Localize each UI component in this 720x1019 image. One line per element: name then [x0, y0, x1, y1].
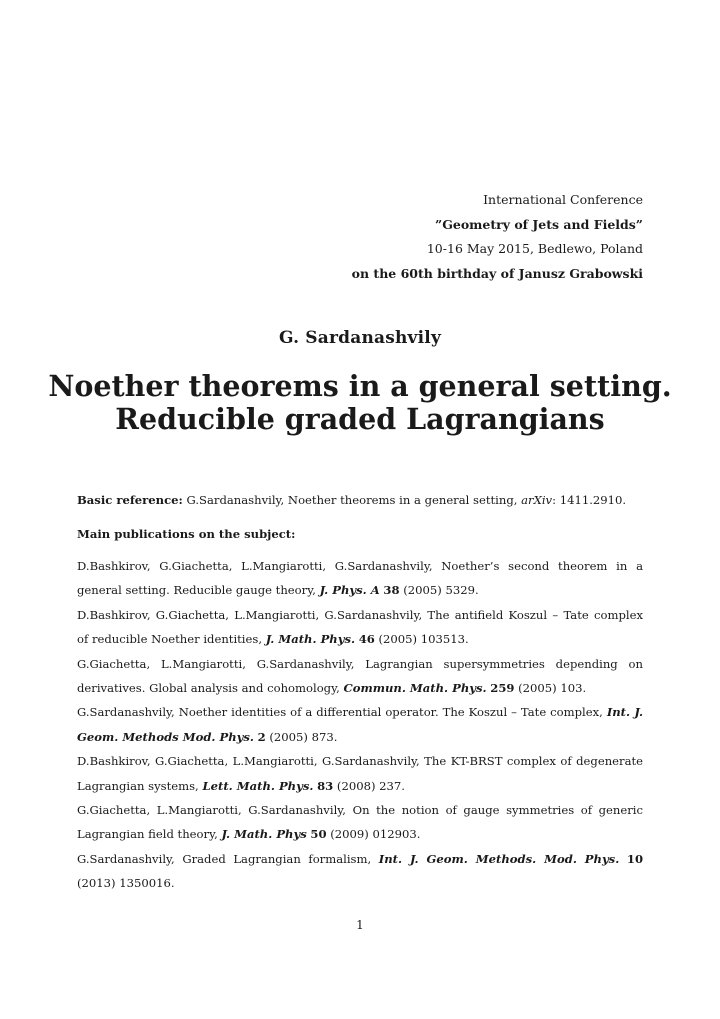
conference-name: International Conference — [483, 192, 643, 207]
journal-volume: 10 — [626, 851, 644, 866]
conference-occasion: on the 60th birthday of Janusz Grabowski — [351, 265, 643, 281]
basic-reference-label: Basic reference: — [77, 493, 183, 507]
publication-item: G.Giachetta, L.Mangiarotti, G.Sardanashvily, On the notion of gauge symmetries of generic Lagrangian field theory, J. Math. Phys 50 (2009) 012903. — [77, 803, 643, 842]
journal-name: Int. J. Geom. Methods. Mod. Phys. — [378, 851, 620, 866]
publication-item: G.Sardanashvily, Graded Lagrangian formalism, Int. J. Geom. Methods. Mod. Phys. 10 (2013) 1350016. — [77, 851, 644, 891]
title-line-2: Reducible graded Lagrangians — [115, 402, 605, 436]
publication-item: D.Bashkirov, G.Giachetta, L.Mangiarotti, G.Sardanashvily, The antifield Koszul – Tate complex of reducible Noether identities, J. Math. Phys. 46 (2005) 103513. — [77, 607, 643, 647]
publications-list — [77, 554, 643, 896]
title-line-1: Noether theorems in a general setting. — [48, 369, 672, 403]
journal-volume: 50 — [310, 827, 327, 842]
basic-reference — [77, 490, 643, 510]
journal-volume: 46 — [358, 632, 375, 647]
journal-name: Commun. Math. Phys. — [343, 681, 487, 696]
journal-name: J. Phys. A — [319, 583, 380, 598]
page-number: 1 — [356, 918, 364, 932]
publication-item: D.Bashkirov, G.Giachetta, L.Mangiarotti, G.Sardanashvily, The KT-BRST complex of degenerate Lagrangian systems, Lett. Math. Phys. 83 (2008) 237. — [77, 754, 643, 793]
conference-info — [352, 188, 643, 286]
basic-reference-id: : 1411.2910. — [552, 493, 627, 507]
journal-name: Int. J. Geom. Methods Mod. Phys. — [77, 705, 643, 744]
journal-volume: 2 — [257, 729, 266, 744]
journal-name: J. Math. Phys — [221, 827, 307, 842]
journal-volume: 83 — [317, 778, 334, 793]
journal-volume: 38 — [383, 583, 400, 598]
publications-heading: Main publications on the subject: — [77, 527, 296, 541]
journal-volume: 259 — [490, 681, 515, 696]
basic-reference-journal: arXiv — [521, 493, 553, 507]
conference-date-location: 10-16 May 2015, Bedlewo, Poland — [426, 241, 643, 256]
publication-item: G.Sardanashvily, Noether identities of a differential operator. The Koszul – Tate complex, Int. J. Geom. Methods Mod. Phys. 2 (2005) 873. — [77, 705, 643, 744]
journal-name: J. Math. Phys. — [265, 632, 356, 647]
author: G. Sardanashvily — [278, 328, 442, 348]
paper-body — [77, 490, 643, 896]
journal-name: Lett. Math. Phys. — [202, 778, 314, 793]
conference-topic: ”Geometry of Jets and Fields” — [435, 216, 643, 232]
basic-reference-text: G.Sardanashvily, Noether theorems in a general setting, — [182, 493, 522, 507]
paper-title — [0, 370, 720, 436]
publication-item: D.Bashkirov, G.Giachetta, L.Mangiarotti, G.Sardanashvily, Noether’s second theorem in a general setting. Reducible gauge theory, J. Phys. A 38 (2005) 5329. — [77, 559, 643, 598]
publication-item: G.Giachetta, L.Mangiarotti, G.Sardanashvily, Lagrangian supersymmetries depending on derivatives. Global analysis and cohomology, Commun. Math. Phys. 259 (2005) 103. — [77, 656, 643, 696]
